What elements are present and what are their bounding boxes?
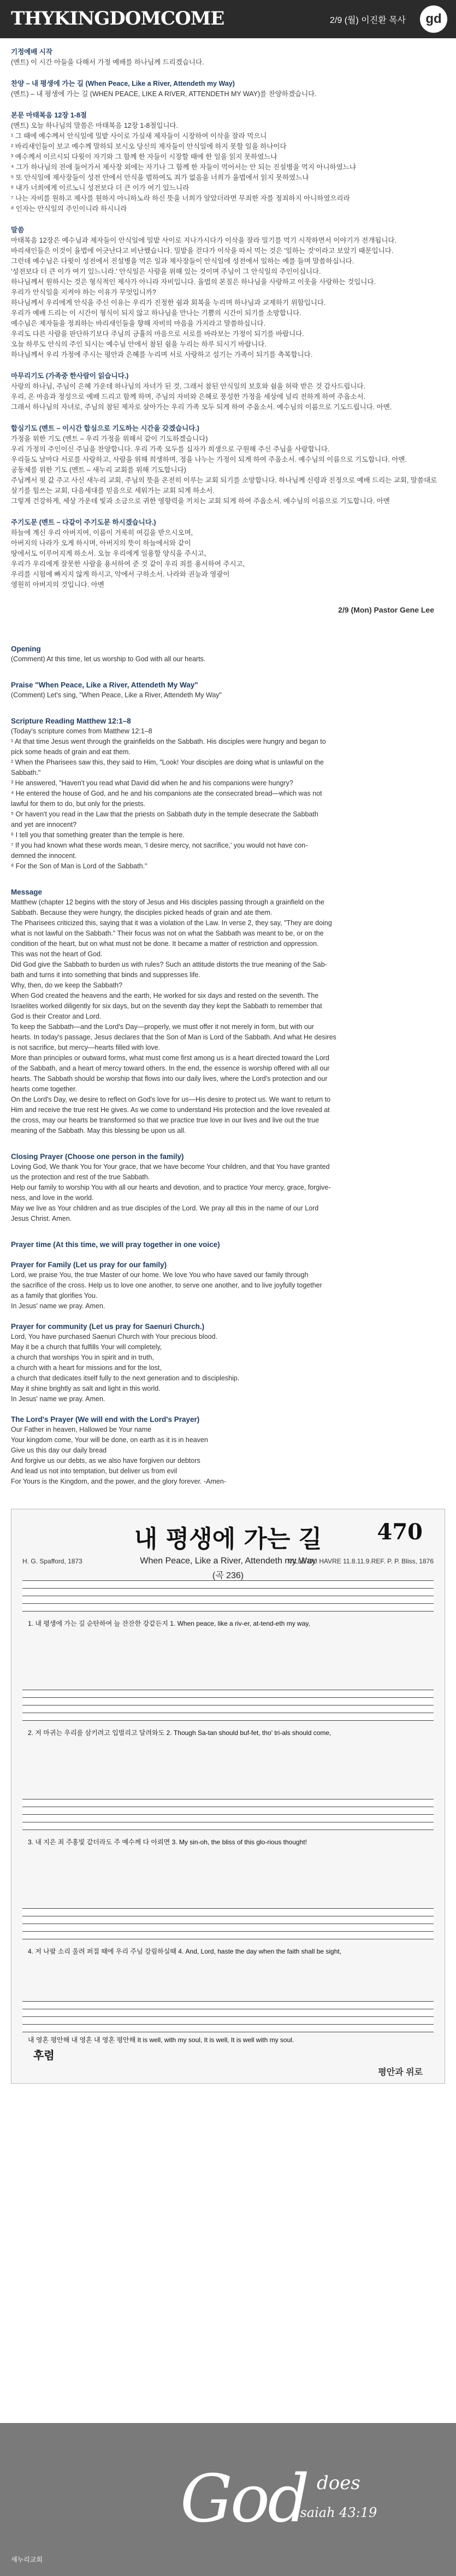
page-header bbox=[0, 0, 456, 38]
spacer bbox=[11, 701, 445, 706]
spacer bbox=[11, 507, 445, 512]
text-line: Your kingdom come, Your will be done, on earth as it is in heaven bbox=[11, 1436, 208, 1444]
section-title: 주기도문 (멘트 – 다같이 주기도문 하시겠습니다.) bbox=[11, 519, 156, 526]
text-line: demned the innocent. bbox=[11, 852, 77, 860]
text-line: 아버지의 나라가 오게 하시며, 아버지의 뜻이 하늘에서와 같이 bbox=[11, 539, 191, 547]
english-section bbox=[0, 631, 456, 1487]
spacer bbox=[11, 1136, 445, 1142]
section-title: Message bbox=[11, 888, 43, 896]
signature: 2/9 (Mon) Pastor Gene Lee bbox=[338, 605, 434, 614]
text-line: ⁵ Or haven't you read in the Law that the priests on Sabbath duty in the temple desecrate the Sabbath bbox=[11, 810, 318, 818]
text-line: (Today's scripture comes from Matthew 12:1–8 bbox=[11, 727, 152, 735]
church-logo: gd bbox=[420, 5, 447, 33]
text-line: 땅에서도 이루어지게 하소서. 오늘 우리에게 일용할 양식을 주시고, bbox=[11, 550, 206, 557]
text-line: ² When the Pharisees saw this, they said to Him, "Look! Your disciples are doing what is unlawful on the bbox=[11, 758, 324, 766]
hymn-sheet bbox=[11, 1509, 445, 2084]
section-title: 말씀 bbox=[11, 226, 25, 234]
text-line: Our Father in heaven, Hallowed be Your name bbox=[11, 1426, 152, 1433]
spacer bbox=[11, 68, 445, 73]
text-line: as a family that glorifies You. bbox=[11, 1292, 98, 1299]
text-line: a church that dedicates itself fully to the next generation and to discipleship. bbox=[11, 1374, 240, 1382]
text-line: 우리가 안식일을 지켜야 하는 이유가 무엇입니까? bbox=[11, 289, 156, 296]
text-line: hearts come together. bbox=[11, 1085, 77, 1093]
section-title: Prayer time (At this time, we will pray together in one voice) bbox=[11, 1240, 220, 1249]
text-line: 사랑의 하나님, 주님이 은혜 가운데 하나님의 자녀가 된 것, 그래서 참된 안식일의 보호와 쉼을 허락 받은 것 감사드립니다. bbox=[11, 383, 366, 390]
text-line: 하나님께서 원하시는 것은 형식적인 제사가 아니라 자비입니다. 율법의 본질은 하나님을 사랑하고 이웃을 사랑하는 것입니다. bbox=[11, 278, 376, 286]
text-line: condition of the heart, but on what must not be done. It became a matter of restriction and oppression. bbox=[11, 940, 319, 948]
hymn-staff bbox=[22, 1799, 434, 1881]
text-line: ¹ 그 때에 예수께서 안식일에 밀밭 사이로 가실새 제자들이 시장하여 이삭을 잘라 먹으니 bbox=[11, 132, 267, 140]
text-line: lawful for them to do, but only for the priests. bbox=[11, 800, 145, 808]
text-line: ³ 예수께서 이르시되 다윗이 자기와 그 함께 한 자들이 시장할 때에 한 일을 읽지 못하였느냐 bbox=[11, 153, 277, 161]
hymn-refrain: 내 영혼 평안해 내 영혼 내 영혼 평안해 It is well, with my soul, It is well, It is well with my soul. bbox=[28, 2036, 294, 2044]
hymn-staff bbox=[22, 1580, 434, 1662]
text-line: pick some heads of grain and eat them. bbox=[11, 748, 131, 756]
hymn-staff bbox=[22, 1690, 434, 1772]
text-line: 주님께서 핏 값 주고 사신 새누리 교회, 주님의 뜻을 온전히 이루는 교회 되기를 소망합니다. 하나님께 신령과 진정으로 예배 드리는 교회, 말씀대로 살기를 힘쓰는 교회, 다음세대를 믿음으로 세워가는 교회 되게 하소서. bbox=[11, 477, 437, 495]
text-line: On the Lord's Day, we desire to reflect on God's love for us—His desire to protect us. We want to return to bbox=[11, 1096, 331, 1103]
staff-lines bbox=[22, 1690, 434, 1721]
text-line: 우리 가정의 주인이신 주님을 찬양합니다. 우리 가족 모두를 십자가 희생으로 구원해 주신 주님을 사랑합니다. bbox=[11, 445, 330, 453]
text-line: And lead us not into temptation, but deliver us from evil bbox=[11, 1467, 177, 1475]
spacer bbox=[11, 214, 445, 220]
text-line: 하늘에 계신 우리 아버지여, 이름이 거룩히 여김을 받으시오며, bbox=[11, 529, 193, 537]
text-line: 하나님께서 우리에게 안식을 주신 이유는 우리가 진정한 쉼과 회복을 누리며 하나님과 교제하기 위함입니다. bbox=[11, 299, 326, 307]
text-line: 바리새인들은 이것이 율법에 어긋난다고 비난했습니다. 밀밭을 걷다가 이삭을 따서 먹는 것은 '일하는 것'이라고 보았기 때문입니다. bbox=[11, 247, 394, 255]
text-line: ⁶ 내가 너희에게 이르노니 성전보다 더 큰 이가 여기 있느니라 bbox=[11, 184, 189, 192]
section-title: 합심기도 (멘트 – 이시간 합심으로 기도하는 시간을 갖겠습니다.) bbox=[11, 425, 199, 432]
text-line: More than principles or outward forms, what must come first among us is a heart directed toward the Lord bbox=[11, 1054, 329, 1062]
text-line: is not sacrifice, but mercy—hearts filled with love. bbox=[11, 1044, 161, 1051]
text-line: of the Sabbath, and a heart of mercy toward others. In the end, the essence is worship offered with all our bbox=[11, 1064, 330, 1072]
hymn-title: 내 평생에 가는 길 bbox=[134, 1525, 322, 1553]
text-line: This was not the heart of God. bbox=[11, 950, 103, 958]
section-title: Closing Prayer (Choose one person in the family) bbox=[11, 1152, 184, 1161]
text-line: ¹ At that time Jesus went through the grainfields on the Sabbath. His disciples were hungry and began to bbox=[11, 738, 326, 745]
spacer bbox=[11, 1224, 445, 1230]
text-line: the cross, may our hearts be transformed so that we practice true love in our lives and live out the true bbox=[11, 1116, 319, 1124]
section-title: 찬양 – 내 평생에 가는 길 (When Peace, Like a River, Attendeth my Way) bbox=[11, 80, 235, 87]
hymn-author: H. G. Spafford, 1873 bbox=[22, 1557, 82, 1565]
text-line: 우리를 시험에 빠지지 않게 하시고, 악에서 구하소서. 나라와 권능과 영광이 bbox=[11, 571, 230, 578]
text-line: ⁵ 또 안식일에 제사장들이 성전 안에서 안식을 범하여도 죄가 없음을 너희가 율법에서 읽지 못하였느냐 bbox=[11, 174, 309, 181]
text-line: Sabbath." bbox=[11, 769, 41, 777]
text-line: ⁸ 인자는 안식일의 주인이니라 하시니라 bbox=[11, 205, 127, 213]
text-line: (멘트) 이 시간 아들을 다해서 가정 예배를 하나님께 드리겠습니다. bbox=[11, 58, 204, 66]
hymn-number: 470 bbox=[377, 1519, 423, 1545]
text-line: ² 바리새인들이 보고 예수께 말하되 보시오 당신의 제자들이 안식일에 하지 못할 일을 하나이다 bbox=[11, 143, 287, 150]
text-line: 가정을 위한 기도 (멘트 – 우리 가정을 위해서 같이 기도하겠습니다) bbox=[11, 435, 208, 443]
text-line: (Comment) Let's sing, "When Peace, Like a River, Attendeth My Way" bbox=[11, 691, 222, 699]
spacer bbox=[11, 360, 445, 366]
text-line: and yet are innocent? bbox=[11, 821, 77, 828]
text-line: ⁶ I tell you that something greater than the temple is here. bbox=[11, 831, 185, 839]
section-title: 본문 마태복음 12장 1-8절 bbox=[11, 111, 87, 119]
hymn-lyric: 3. 내 지은 죄 주홍빛 같더라도 주 예수께 다 아뢰면 3. My sin-oh, the bliss of this glo-rious thought! bbox=[28, 1838, 307, 1846]
text-line: In Jesus' name we pray. Amen. bbox=[11, 1302, 105, 1310]
text-line: May it be a church that fulfills Your will completely, bbox=[11, 1343, 162, 1351]
text-line: 예수님은 제자들을 정죄하는 바리새인들을 향해 자비의 마음을 가지라고 말씀하십니다. bbox=[11, 320, 265, 327]
text-line: Him and receive the true rest He gives. As we come to understand His protection and the love revealed at bbox=[11, 1106, 330, 1114]
text-line: a church with a heart for missions and for the lost, bbox=[11, 1364, 162, 1372]
text-line: hearts. In today's passage, Jesus declares that the Son of Man is Lord of the Sabbath. And what He desires bbox=[11, 1033, 336, 1041]
text-line: a church that worships You in spirit and in truth, bbox=[11, 1354, 154, 1361]
footer-does: does bbox=[317, 2472, 360, 2494]
text-line: 그래서 하나님의 자녀로, 주님의 참된 제자로 살아가는 우리 가족 모두 되게 하여 주옵소서. 예수님의 이름으로 기도드립니다. 아멘. bbox=[11, 403, 392, 411]
hymn-staff bbox=[22, 1908, 434, 1990]
text-line: bath and turns it into something that binds and suppresses life. bbox=[11, 971, 200, 979]
text-line: (멘트) 오늘 하나님의 말씀은 마태복음 12장 1-8절입니다. bbox=[11, 122, 179, 130]
hymn-lyric: 1. 내 평생에 가는 길 순탄하여 늘 잔잔한 강같든지 1. When peace, like a riv-er, at-tend-eth my way, bbox=[28, 1620, 310, 1627]
text-line: meaning of the Sabbath. May this blessing be upon us all. bbox=[11, 1127, 186, 1134]
text-line: 우리들도 날마다 서로를 사랑하고, 사람을 위해 희생하며, 정을 나누는 가정이 되게 하여 주옵소서. 예수님의 이름으로 기도합니다. 아멘. bbox=[11, 456, 407, 463]
text-line: 하나님께서 우리 가정에 주시는 평안과 은혜를 누리며 서로 사랑하고 섬기는 가족이 되기를 축복합니다. bbox=[11, 351, 313, 358]
text-line: The Pharisees criticized this, saying that it was a violation of the Law. In verse 2, they say, "They are doing bbox=[11, 919, 332, 927]
hymn-key: (곡 236) bbox=[212, 1571, 244, 1580]
hymn-lyric: 4. 저 나팔 소리 울려 퍼질 때에 우리 주님 강림하실때 4. And, Lord, haste the day when the faith shall be sight, bbox=[28, 1948, 342, 1955]
text-line: the sacrifice of the cross. Help us to love one another, to serve one another, and to live joyfully together bbox=[11, 1281, 322, 1289]
text-line: 그런데 예수님은 다윗이 성전에서 진설병을 먹은 일과 제사장들이 안식일에 성전에서 일하는 예를 들며 말씀하십니다. bbox=[11, 257, 354, 265]
text-line: ⁴ 그가 하나님의 전에 들어가서 제사장 외에는 자기나 그 함께 한 자들이 먹어서는 안 되는 진설병을 먹지 아니하였느냐 bbox=[11, 163, 356, 171]
text-line: Sabbath. Because they were hungry, the disciples picked heads of grain and ate them. bbox=[11, 909, 273, 916]
text-line: May we live as Your children and as true disciples of the Lord. We pray all this in the name of our Lord bbox=[11, 1204, 319, 1212]
staff-lines bbox=[22, 1908, 434, 1939]
section-title: The Lord's Prayer (We will end with the Lord's Prayer) bbox=[11, 1415, 200, 1424]
footer-church: 새누리교회 bbox=[11, 2556, 43, 2563]
text-line: Israelites worked diligently for six days, but on the seventh day they kept the Sabbath to remember that bbox=[11, 1002, 322, 1010]
spacer bbox=[11, 413, 445, 418]
date-preacher: 2/9 (월) 이진환 목사 bbox=[330, 16, 406, 25]
text-line: God is their Creator and Lord. bbox=[11, 1013, 102, 1020]
footer-verse: Isaiah 43:19 bbox=[295, 2505, 377, 2520]
spacer bbox=[11, 99, 445, 105]
text-line: 공동체를 위한 기도 (멘트 – 새누리 교회를 위해 기도합니다) bbox=[11, 466, 186, 474]
section-title: Scripture Reading Matthew 12:1–8 bbox=[11, 717, 131, 725]
hymn-refrain-label: 후렴 bbox=[33, 2050, 55, 2062]
text-line: ⁷ 나는 자비를 원하고 제사를 원하지 아니하노라 하신 뜻을 너희가 알았더라면 무죄한 자를 정죄하지 아니하였으리라 bbox=[11, 195, 350, 202]
text-line: And forgive us our debts, as we also have forgiven our debtors bbox=[11, 1457, 200, 1465]
text-line: 우리가 우리에게 잘못한 사람을 용서하여 준 것 같이 우리 죄를 용서하여 주시고, bbox=[11, 560, 245, 568]
text-line: us the protection and rest of the true Sabbath. bbox=[11, 1173, 150, 1181]
text-line: '성전보다 더 큰 이가 여기 있느니라.' 안식일은 사람을 위해 있는 것이며 주님이 그 안식일의 주인이십니다. bbox=[11, 268, 321, 275]
section-title: Praise "When Peace, Like a River, Attendeth My Way" bbox=[11, 681, 198, 689]
spacer bbox=[11, 664, 445, 670]
staff-lines bbox=[22, 1799, 434, 1830]
text-line: Help our family to worship You with all our hearts and devotion, and to practice Your mercy, grace, forgive- bbox=[11, 1184, 331, 1191]
text-line: For Yours is the Kingdom, and the power, and the glory forever. -Amen- bbox=[11, 1478, 226, 1485]
hymn-lyric: 2. 저 마귀는 우리를 삼키려고 입벌리고 달려와도 2. Though Sa-tan should buf-fet, tho' tri-als should come, bbox=[28, 1729, 331, 1737]
text-line: ³ He answered, "Haven't you read what David did when he and his companions were hungry? bbox=[11, 779, 293, 787]
text-line: ness, and love in the world. bbox=[11, 1194, 94, 1202]
text-line: ⁸ For the Son of Man is Lord of the Sabbath." bbox=[11, 862, 147, 870]
text-line: 영원히 아버지의 것입니다. 아멘 bbox=[11, 581, 104, 589]
hymn-subtitle: When Peace, Like a River, Attendeth my Way bbox=[140, 1556, 316, 1566]
section-title: Prayer for Family (Let us pray for our family) bbox=[11, 1261, 167, 1269]
text-line: 마태복음 12장은 예수님과 제자들이 안식일에 밀밭 사이로 지나가시다가 이삭을 잘라 밀기를 먹기 시작하면서 이야기가 전개됩니다. bbox=[11, 237, 396, 244]
text-line: Loving God, We thank You for Your grace, that we have become Your children, and that You have granted bbox=[11, 1163, 330, 1171]
text-line: Why, then, do we keep the Sabbath? bbox=[11, 981, 123, 989]
spacer bbox=[11, 872, 445, 877]
korean-section bbox=[0, 38, 456, 590]
text-line: ⁴ He entered the house of God, and he and his companions ate the consecrated bread—which was not bbox=[11, 790, 322, 797]
hymn-refrain-staff bbox=[22, 2001, 434, 2083]
text-line: 우리가 예배 드리는 이 시간이 형식이 되지 않고 하나님을 만나는 기쁨의 시간이 되기를 소망합니다. bbox=[11, 309, 301, 317]
staff-lines bbox=[22, 2001, 434, 2032]
text-line: 오늘 하루도 안식의 주인 되시는 예수님 안에서 참된 쉼을 누리는 하루 되시기 바랍니다. bbox=[11, 340, 267, 348]
text-line: 그렇게 건강하게, 세상 가운데 빛과 소금으로 귀한 영향력을 끼치는 교회 되게 하여 주옵소서. 예수님의 이름으로 기도합니다. 아멘 bbox=[11, 497, 390, 505]
text-line: hearts. The Sabbath should be worship that flows into our daily lives, where the Lord's protection and our bbox=[11, 1075, 328, 1083]
text-line: Jesus Christ. Amen. bbox=[11, 1215, 72, 1222]
text-line: Lord, You have purchased Saenuri Church with Your precious blood. bbox=[11, 1333, 218, 1340]
text-line: In Jesus' name we pray. Amen. bbox=[11, 1395, 105, 1403]
text-line: To keep the Sabbath—and the Lord's Day—properly, we must offer it not merely in form, but with our bbox=[11, 1023, 314, 1031]
text-line: Did God give the Sabbath to burden us with rules? Such an attitude distorts the true meaning of the Sab- bbox=[11, 961, 327, 968]
text-line: what is not lawful on the Sabbath." Their focus was not on what the Sabbath was meant to be, or on the bbox=[11, 930, 324, 937]
text-line: Lord, we praise You, the true Master of our home. We love You who have saved our family through bbox=[11, 1271, 309, 1279]
text-line: Matthew (chapter 12 begins with the story of Jesus and His disciples passing through a grainfield on the bbox=[11, 898, 324, 906]
section-title: 마무리기도 (가족중 한사람이 읽습니다.) bbox=[11, 372, 129, 380]
text-line: (Comment) At this time, let us worship to God with all our hearts. bbox=[11, 655, 206, 663]
text-line: ⁷ If you had known what these words mean, 'I desire mercy, not sacrifice,' you would not have con- bbox=[11, 842, 308, 849]
section-title: Prayer for community (Let us pray for Saenuri Church.) bbox=[11, 1322, 205, 1331]
staff-lines bbox=[22, 1580, 434, 1612]
text-line: Give us this day our daily bread bbox=[11, 1446, 107, 1454]
text-line: 우리도 다른 사람을 판단하기보다 주님의 긍휼의 마음으로 서로를 바라보는 가정이 되기를 바랍니다. bbox=[11, 330, 304, 338]
section-title: Opening bbox=[11, 645, 41, 653]
text-line: 우리, 온 마음과 정성으로 예배 드리고 함께 하며, 주님의 자비와 은혜로 풍성한 가정을 세상에 널리 전하게 하여 주옵소서. bbox=[11, 393, 366, 401]
footer-banner bbox=[0, 2423, 456, 2576]
text-line: May it shine brightly as salt and light in this world. bbox=[11, 1385, 161, 1392]
hymn-footer-label: 평안과 위로 bbox=[378, 2068, 423, 2077]
text-line: When God created the heavens and the earth, He worked for six days and rested on the seventh. The bbox=[11, 992, 319, 999]
footer-god: God bbox=[180, 2461, 307, 2537]
section-title: 기정예배 시작 bbox=[11, 48, 52, 56]
hymn-composer: VILLE DU HAVRE 11.8.11.9.REF. P. P. Bliss, 1876 bbox=[288, 1557, 434, 1565]
series-title: THYKINGDOMCOME bbox=[11, 8, 224, 30]
text-line: (멘트) – 내 평생에 가는 길 (WHEN PEACE, LIKE A RIVER, ATTENDETH MY WAY)를 찬양하겠습니다. bbox=[11, 90, 317, 98]
